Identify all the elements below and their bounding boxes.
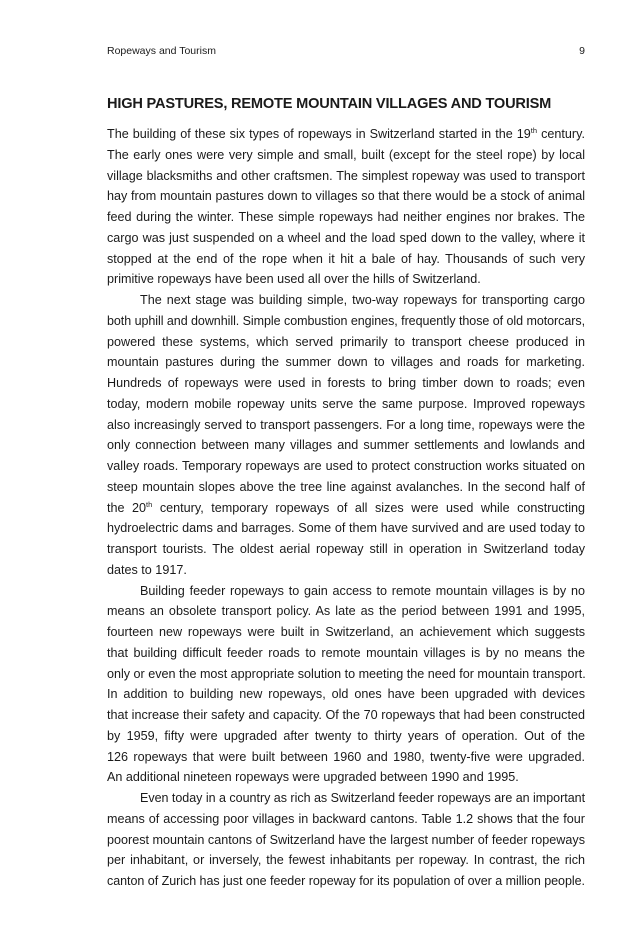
text-line-content: village blacksmiths and other craftsmen. The simplest ropeway was used to transport	[107, 168, 585, 183]
text-line	[107, 394, 585, 415]
text-line-content: An additional nineteen ropeways were upgraded between 1990 and 1995.	[107, 770, 519, 785]
text-line	[107, 643, 585, 664]
text-line	[107, 809, 585, 830]
text-line	[107, 124, 585, 145]
text-line-content: fourteen new ropeways were built in Switzerland, an achievement which suggests	[107, 625, 585, 639]
text-line	[107, 622, 585, 643]
text-line-content: the 20	[107, 500, 147, 515]
text-line-content: also increasingly served to transport passengers. For a long time, ropeways were the	[107, 417, 585, 432]
section-heading: HIGH PASTURES, REMOTE MOUNTAIN VILLAGES AND TOURISM	[107, 96, 552, 112]
text-line	[107, 684, 585, 705]
text-line-content: The building of these six types of ropeways in Switzerland started in the 19	[107, 127, 531, 141]
text-line-content: mountain pastures during the summer down to villages and roads for marketing.	[107, 355, 585, 370]
ordinal-superscript: th	[146, 499, 153, 509]
text-line	[107, 747, 585, 768]
text-line-content: primitive ropeways have been used all over the hills of Switzerland.	[107, 272, 481, 287]
text-line-continuation: century, temporary ropeways of all sizes were used while constructing	[152, 500, 585, 515]
text-line-content: feed during the winter. These simple ropeways had neither engines nor brakes. The	[107, 210, 585, 224]
text-line-content: by 1959, fifty were upgraded after twenty to thirty years of operation. Out of the	[107, 728, 585, 743]
text-line-content: stopped at the end of the rope when it hit a bale of hay. Thousands of such very	[107, 251, 585, 266]
text-line-content: The next stage was building simple, two-way ropeways for transporting cargo	[140, 293, 585, 307]
text-line-content: canton of Zurich has just one feeder ropeway for its population of over a million people.	[107, 874, 585, 888]
text-line-content: dates to 1917.	[107, 562, 187, 577]
text-line-content: Even today in a country as rich as Switzerland feeder ropeways are an important	[140, 791, 586, 805]
text-line	[107, 456, 585, 477]
text-line	[107, 560, 585, 581]
text-line	[107, 830, 585, 851]
text-line-content: powered these systems, which served primarily to transport cheese produced in	[107, 334, 585, 349]
text-line	[107, 207, 585, 228]
page-number: 9	[579, 45, 585, 57]
text-line	[107, 269, 585, 290]
text-line-content: that building difficult feeder roads to remote mountain villages is by no means the	[107, 645, 585, 660]
text-line-content: In addition to building new ropeways, old ones have been upgraded with devices	[107, 687, 585, 702]
text-line-content: today, modern mobile ropeway units serve the same purpose. Improved ropeways	[107, 396, 585, 411]
text-line-content: cargo was just suspended on a wheel and the load sped down to the valley, where it	[107, 230, 585, 245]
text-line-content: only connection between many villages and summer settlements and lowlands and	[107, 438, 585, 453]
text-line-content: means an obsolete transport policy. As late as the period between 1991 and 1995,	[107, 604, 585, 619]
text-line	[107, 166, 585, 187]
text-line	[107, 539, 585, 560]
running-title: Ropeways and Tourism	[107, 45, 216, 57]
text-line	[107, 767, 585, 788]
ordinal-superscript: th	[530, 126, 538, 135]
text-line	[107, 435, 585, 456]
text-line-content: Building feeder ropeways to gain access to remote mountain villages is by no	[140, 583, 585, 598]
text-line-content: steep mountain slopes above the tree line against avalanches. In the second half of	[107, 479, 585, 494]
text-line	[107, 871, 585, 892]
text-line	[107, 518, 585, 539]
text-line	[107, 664, 585, 685]
body-text	[107, 124, 585, 892]
text-line-content: 126 ropeways that were built between 1960 and 1980, twenty-five were upgraded.	[107, 749, 585, 764]
text-line	[107, 249, 585, 270]
text-line-content: hydroelectric dams and barrages. Some of them have survived and are used today to	[107, 521, 585, 536]
text-line-content: Hundreds of ropeways were used in forests to bring timber down to roads; even	[107, 376, 585, 390]
text-line	[107, 788, 585, 809]
text-line	[107, 228, 585, 249]
text-line	[107, 290, 585, 311]
text-line	[107, 601, 585, 622]
text-line-content: per inhabitant, or inversely, the fewest inhabitants per ropeway. In contrast, the rich	[107, 853, 585, 868]
text-line	[107, 705, 585, 726]
text-line	[107, 850, 585, 871]
text-line	[107, 332, 585, 353]
text-line	[107, 311, 585, 332]
text-line	[107, 373, 585, 394]
text-line-content: The early ones were very simple and small, built (except for the steel rope) by local	[107, 147, 585, 162]
text-line	[107, 145, 585, 166]
text-line-content: that increase their safety and capacity. Of the 70 ropeways that had been constructed	[107, 708, 585, 722]
text-line	[107, 415, 585, 436]
text-line	[107, 498, 585, 519]
text-line-content: poorest mountain cantons of Switzerland have the largest number of feeder ropeways	[107, 832, 585, 847]
text-line-continuation: century.	[537, 127, 585, 141]
text-line-content: means of accessing poor villages in backward cantons. Table 1.2 shows that the four	[107, 811, 585, 826]
text-line-content: hay from mountain pastures down to villages so that there would be a stock of animal	[107, 189, 585, 204]
text-line-content: transport tourists. The oldest aerial ropeway still in operation in Switzerland today	[107, 542, 585, 556]
text-line	[107, 477, 585, 498]
text-line	[107, 186, 585, 207]
text-line	[107, 352, 585, 373]
text-line	[107, 726, 585, 747]
text-line-content: both uphill and downhill. Simple combustion engines, frequently those of old motorcars,	[107, 313, 585, 328]
text-line	[107, 581, 585, 602]
text-line-content: valley roads. Temporary ropeways are used to protect construction works situated on	[107, 459, 585, 473]
text-line-content: only or even the most appropriate solution to meeting the need for mountain transport.	[107, 666, 586, 681]
